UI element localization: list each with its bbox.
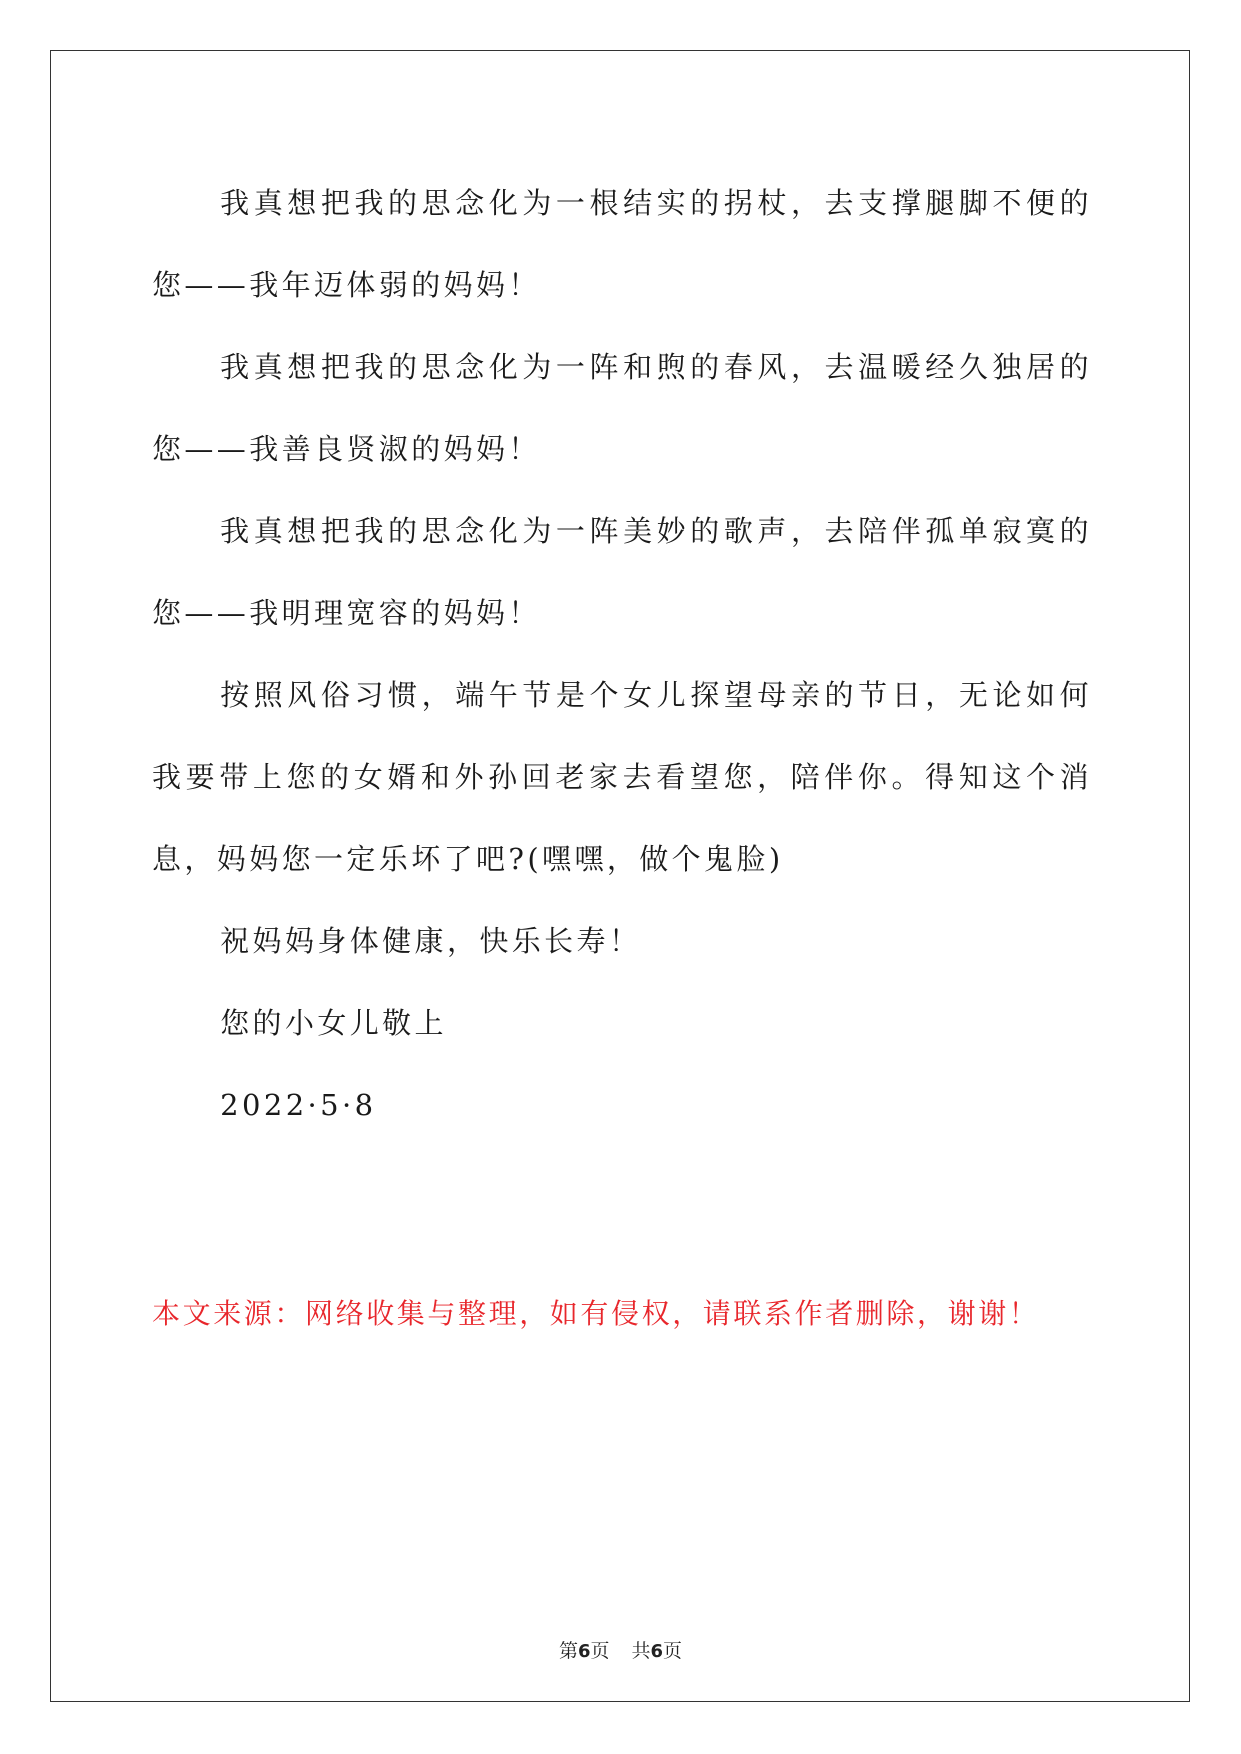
total-suffix: 页 xyxy=(663,1640,683,1662)
letter-body xyxy=(152,162,1092,1146)
page-suffix: 页 xyxy=(590,1640,610,1662)
total-page-number: 6 xyxy=(650,1641,664,1662)
paragraph-song: 我真想把我的思念化为一阵美妙的歌声，去陪伴孤单寂寞的您——我明理宽容的妈妈！ xyxy=(152,514,1092,630)
paragraph-crutch: 我真想把我的思念化为一根结实的拐杖，去支撑腿脚不便的您——我年迈体弱的妈妈！ xyxy=(152,186,1092,302)
signature: 您的小女儿敬上 xyxy=(220,1006,447,1040)
paragraph-blessing: 祝妈妈身体健康，快乐长寿！ xyxy=(220,924,642,958)
page-prefix: 第 xyxy=(558,1640,578,1662)
letter-date: 2022·5·8 xyxy=(220,1088,377,1122)
page-footer xyxy=(0,1636,1241,1663)
paragraph-spring-breeze: 我真想把我的思念化为一阵和煦的春风，去温暖经久独居的您——我善良贤淑的妈妈！ xyxy=(152,350,1092,466)
paragraph-dragon-boat-visit: 按照风俗习惯，端午节是个女儿探望母亲的节日，无论如何我要带上您的女婿和外孙回老家去看望您，陪伴你。得知这个消息，妈妈您一定乐坏了吧?(嘿嘿，做个鬼脸) xyxy=(152,678,1092,876)
current-page-number: 6 xyxy=(577,1641,591,1662)
copyright-notice: 本文来源：网络收集与整理，如有侵权，请联系作者删除，谢谢！ xyxy=(152,1297,1040,1330)
total-prefix: 共 xyxy=(631,1640,651,1662)
